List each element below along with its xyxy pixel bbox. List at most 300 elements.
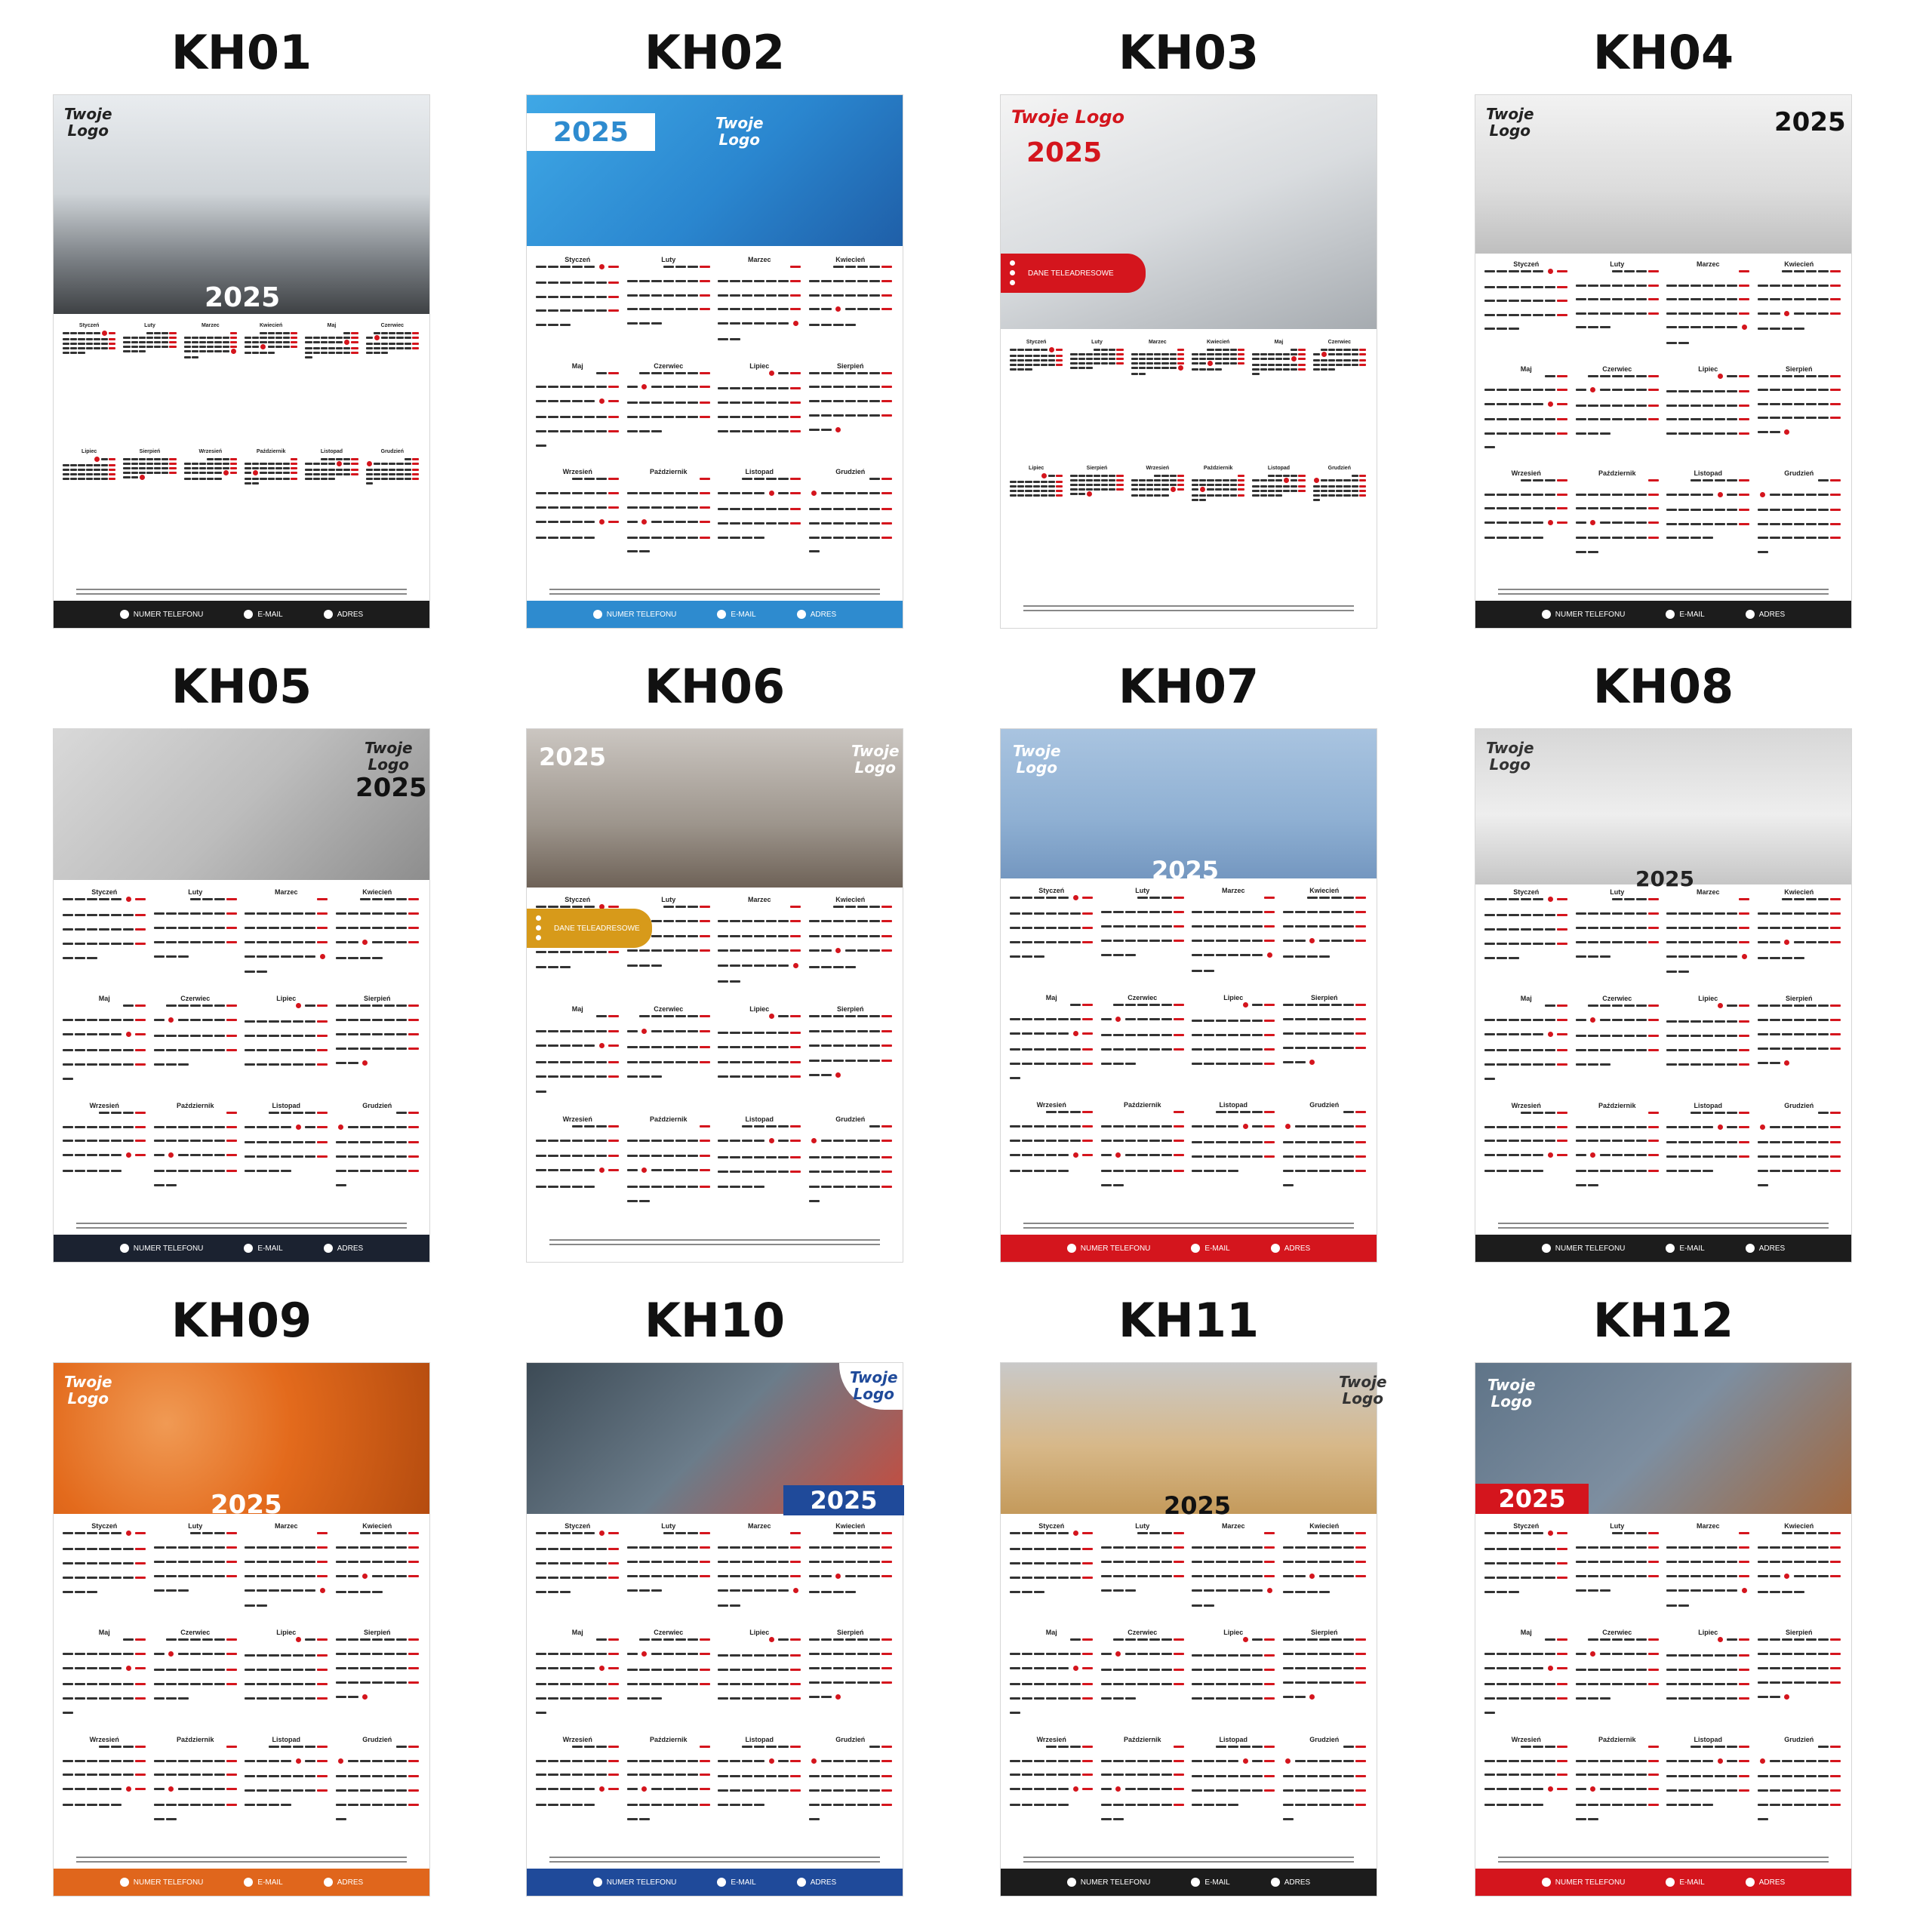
calendar-month: [305, 448, 358, 480]
calendar-month: [63, 888, 146, 959]
month-name: Luty: [1610, 1522, 1625, 1530]
month-name: Sierpień: [1310, 1629, 1338, 1637]
calendar-month: [245, 1735, 328, 1807]
calendar-month: [809, 1628, 893, 1700]
calendar-month: [1192, 1100, 1275, 1172]
calendar-month: [1313, 464, 1366, 501]
footer-email-label: E-MAIL: [731, 1878, 756, 1887]
footer-email: [1666, 610, 1704, 619]
calendar-product-kh01[interactable]: [53, 19, 430, 630]
calendar-product-kh05[interactable]: [53, 653, 430, 1264]
month-name: Grudzień: [1327, 466, 1351, 471]
month-name: Wrzesień: [1036, 1735, 1066, 1743]
month-name: Styczeń: [1513, 1522, 1540, 1530]
calendar-product-kh11[interactable]: [1000, 1287, 1387, 1898]
calendar-month: [63, 321, 115, 354]
logo-line-2: Logo: [67, 122, 109, 140]
calendar-month: [627, 1115, 711, 1202]
month-name: Październik: [1598, 469, 1636, 478]
calendar-month: [1070, 338, 1123, 369]
footer-phone-label: NUMER TELEFONU: [1555, 1878, 1626, 1887]
calendar-year: 2025: [527, 113, 655, 151]
month-name: Październik: [1598, 1101, 1636, 1109]
month-name: Wrzesień: [1036, 1101, 1066, 1109]
calendar-product-kh06[interactable]: [526, 653, 903, 1264]
product-code: KH10: [644, 1293, 786, 1348]
month-name: Lipiec: [276, 995, 297, 1003]
calendar-product-kh04[interactable]: [1475, 19, 1852, 630]
month-name: Luty: [661, 1522, 676, 1530]
month-name: Maj: [1274, 340, 1284, 345]
calendar-poster[interactable]: [1000, 94, 1377, 629]
calendar-product-kh10[interactable]: [526, 1287, 903, 1898]
footer-email-label: E-MAIL: [1204, 1878, 1230, 1887]
calendar-poster[interactable]: [1000, 728, 1377, 1263]
logo-line-2: Logo: [1489, 122, 1531, 140]
footer-email: [244, 1244, 282, 1253]
footer-email-label: E-MAIL: [257, 1878, 283, 1887]
footer-phone: [1067, 1878, 1151, 1887]
calendar-year: 2025: [211, 1490, 282, 1520]
contact-footer: [527, 601, 903, 628]
month-name: Styczeń: [1038, 1522, 1065, 1530]
logo-line-2: Logo: [1491, 1392, 1533, 1411]
calendar-month: [809, 255, 893, 326]
month-name: Lipiec: [749, 361, 770, 370]
month-name: Październik: [649, 1735, 688, 1743]
calendar-month: [1576, 888, 1660, 958]
month-name: Grudzień: [1309, 1735, 1340, 1743]
month-name: Czerwiec: [654, 361, 684, 370]
calendar-poster[interactable]: [1475, 94, 1852, 629]
calendar-grid: [533, 255, 897, 574]
month-name: Maj: [1045, 1629, 1057, 1637]
email-icon: [717, 1878, 726, 1887]
calendar-month: [627, 255, 711, 325]
calendar-month: [1484, 1101, 1568, 1173]
calendar-month: [809, 1735, 893, 1820]
calendar-month: [627, 467, 711, 552]
month-name: Listopad: [272, 1735, 300, 1743]
calendar-month: [536, 1628, 620, 1713]
calendar-month: [627, 1628, 711, 1700]
calendar-month: [1101, 1735, 1185, 1820]
calendar-month: [718, 1735, 801, 1807]
contact-footer: [54, 1869, 429, 1896]
holiday-notes: [1498, 589, 1829, 596]
calendar-month: [1283, 993, 1367, 1065]
calendar-grid: [60, 1521, 423, 1841]
calendar-month: [336, 994, 420, 1066]
calendar-month: [1070, 464, 1123, 497]
calendar-month: [1283, 1628, 1367, 1700]
calendar-poster[interactable]: [53, 728, 430, 1263]
calendar-month: [245, 888, 328, 973]
footer-email: [717, 610, 755, 619]
calendar-month: [336, 1735, 420, 1820]
footer-email-label: E-MAIL: [257, 1244, 283, 1253]
calendar-year: 2025: [1635, 866, 1694, 891]
month-name: Grudzień: [835, 1735, 866, 1743]
calendar-month: [1192, 464, 1244, 501]
location-icon: [1746, 1244, 1755, 1253]
calendar-month: [809, 1115, 893, 1202]
month-name: Luty: [1135, 1522, 1150, 1530]
month-name: Lipiec: [1029, 466, 1044, 471]
footer-phone: [1542, 1244, 1626, 1253]
month-name: Luty: [1135, 887, 1150, 894]
month-name: Marzec: [747, 896, 771, 903]
calendar-grid: [60, 321, 423, 574]
calendar-month: [1758, 994, 1841, 1066]
product-code: KH05: [171, 659, 312, 714]
month-name: Maj: [1520, 1629, 1532, 1637]
calendar-month: [1666, 1735, 1750, 1807]
month-name: Lipiec: [1223, 994, 1244, 1001]
location-icon: [797, 610, 806, 619]
calendar-product-kh12[interactable]: [1475, 1287, 1852, 1898]
calendar-product-kh03[interactable]: [1000, 19, 1377, 630]
email-icon: [1666, 610, 1675, 619]
footer-address-label: ADRES: [810, 1878, 837, 1887]
calendar-month: [1192, 1628, 1275, 1700]
calendar-poster[interactable]: [53, 1362, 430, 1897]
month-name: Luty: [1610, 260, 1625, 268]
month-name: Kwiecień: [362, 1522, 392, 1530]
calendar-month: [336, 888, 420, 959]
calendar-year: 2025: [783, 1485, 904, 1515]
footer-phone-label: NUMER TELEFONU: [133, 1878, 204, 1887]
calendar-poster[interactable]: [526, 1362, 903, 1897]
footer-email-label: E-MAIL: [1679, 1878, 1705, 1887]
month-name: Grudzień: [362, 1735, 392, 1743]
product-code: KH01: [171, 25, 312, 80]
footer-email-label: E-MAIL: [1204, 1244, 1230, 1253]
holiday-notes: [1498, 1223, 1829, 1230]
calendar-month: [1576, 1628, 1660, 1700]
holiday-notes: [549, 589, 880, 596]
calendar-month: [1131, 338, 1184, 375]
location-icon: [324, 610, 333, 619]
logo-line-2: Logo: [1489, 755, 1531, 774]
calendar-month: [1758, 469, 1841, 553]
logo-line-1: Twoje: [1339, 1373, 1387, 1391]
footer-email-label: E-MAIL: [1679, 610, 1705, 619]
logo-line-2: Logo: [368, 755, 410, 774]
footer-address-label: ADRES: [337, 1244, 364, 1253]
footer-phone: [120, 610, 204, 619]
calendar-poster[interactable]: [53, 94, 430, 629]
calendar-year: 2025: [1475, 1484, 1589, 1514]
calendar-product-kh08[interactable]: [1475, 653, 1852, 1264]
month-name: Luty: [661, 896, 676, 903]
calendar-month: [1313, 338, 1366, 371]
calendar-month: [1484, 888, 1568, 959]
calendar-month: [1666, 1521, 1750, 1607]
calendar-month: [336, 1101, 420, 1186]
logo-line-2: Logo: [1342, 1389, 1384, 1407]
calendar-month: [1666, 1628, 1750, 1700]
month-name: Marzec: [1221, 1522, 1245, 1530]
contact-footer: [527, 1869, 903, 1896]
calendar-month: [154, 888, 238, 958]
contact-footer: [1475, 1235, 1851, 1262]
product-code: KH12: [1592, 1293, 1734, 1348]
calendar-poster[interactable]: [526, 728, 903, 1263]
month-name: Październik: [256, 449, 286, 454]
month-name: Sierpień: [1086, 466, 1108, 471]
phone-icon: [1542, 1878, 1551, 1887]
calendar-product-kh09[interactable]: [53, 1287, 430, 1898]
contact-details-tag: [1001, 254, 1146, 293]
footer-phone: [1067, 1244, 1151, 1253]
email-icon: [1666, 1244, 1675, 1253]
calendar-month: [1484, 1735, 1568, 1807]
footer-email: [244, 610, 282, 619]
contact-tag-label: DANE TELEADRESOWE: [1028, 269, 1114, 278]
calendar-month: [245, 1521, 328, 1607]
calendar-month: [1192, 1521, 1275, 1607]
calendar-poster[interactable]: [1475, 1362, 1852, 1897]
month-name: Marzec: [747, 1522, 771, 1530]
calendar-grid: [1481, 260, 1845, 574]
logo-placeholder: [851, 743, 900, 776]
month-name: Styczeń: [91, 888, 118, 896]
calendar-month: [245, 321, 297, 354]
month-name: Październik: [1123, 1101, 1161, 1109]
month-name: Wrzesień: [1146, 466, 1170, 471]
calendar-month: [1576, 994, 1660, 1066]
month-name: Listopad: [1219, 1101, 1247, 1109]
month-name: Grudzień: [835, 468, 866, 476]
phone-icon: [1542, 1244, 1551, 1253]
calendar-month: [366, 321, 419, 354]
month-name: Czerwiec: [1602, 1629, 1632, 1637]
calendar-month: [305, 321, 358, 358]
calendar-product-kh07[interactable]: [1000, 653, 1377, 1264]
month-name: Listopad: [745, 468, 774, 476]
month-name: Sierpień: [836, 1005, 864, 1014]
footer-address-label: ADRES: [1758, 1878, 1786, 1887]
calendar-month: [1666, 260, 1750, 344]
month-name: Marzec: [1696, 260, 1720, 268]
contact-footer: [54, 601, 429, 628]
location-icon: [1271, 1878, 1280, 1887]
holiday-notes: [1498, 1857, 1829, 1864]
calendar-month: [1758, 365, 1841, 435]
product-code: KH07: [1118, 659, 1260, 714]
month-name: Czerwiec: [180, 1629, 211, 1637]
logo-placeholder: [365, 740, 413, 773]
month-name: Maj: [1045, 994, 1057, 1001]
contact-dots-icon: [536, 913, 542, 945]
logo-line-1: Twoje: [850, 1368, 898, 1386]
logo-line-1: Twoje: [64, 105, 112, 123]
calendar-month: [1758, 1101, 1841, 1186]
month-name: Kwiecień: [259, 323, 283, 328]
product-code: KH08: [1592, 659, 1734, 714]
calendar-year: 2025: [1164, 1491, 1232, 1520]
footer-address: [1746, 610, 1785, 619]
calendar-month: [1666, 994, 1750, 1066]
month-name: Styczeń: [565, 256, 591, 263]
phone-icon: [120, 610, 129, 619]
footer-address-label: ADRES: [1758, 610, 1786, 619]
holiday-notes: [76, 1857, 407, 1864]
logo-line-1: Twoje: [365, 739, 413, 757]
month-name: Wrzesień: [562, 1115, 592, 1123]
month-name: Marzec: [1696, 1522, 1720, 1530]
footer-phone-label: NUMER TELEFONU: [133, 610, 204, 619]
footer-phone: [1542, 1878, 1626, 1887]
month-name: Sierpień: [836, 1629, 864, 1637]
month-name: Wrzesień: [1511, 1101, 1541, 1109]
calendar-month: [336, 1628, 420, 1700]
calendar-month: [1576, 365, 1660, 435]
calendar-month: [809, 361, 893, 432]
calendar-month: [1484, 1521, 1568, 1593]
month-name: Lipiec: [82, 449, 97, 454]
footer-phone-label: NUMER TELEFONU: [1080, 1878, 1151, 1887]
holiday-notes: [1023, 605, 1354, 613]
month-name: Wrzesień: [562, 1735, 592, 1743]
footer-phone-label: NUMER TELEFONU: [1080, 1244, 1151, 1253]
holiday-notes: [1023, 1223, 1354, 1230]
month-name: Grudzień: [362, 1101, 392, 1109]
calendar-poster[interactable]: [1000, 1362, 1387, 1897]
pipes-wrench-photo: [1001, 95, 1377, 329]
footer-email-label: E-MAIL: [731, 610, 756, 619]
logo-line-2: Logo: [1016, 758, 1058, 777]
footer-address: [1271, 1244, 1310, 1253]
calendar-poster[interactable]: [1475, 728, 1852, 1263]
month-name: Luty: [661, 256, 676, 263]
month-name: Czerwiec: [1128, 1629, 1158, 1637]
month-name: Lipiec: [749, 1629, 770, 1637]
calendar-month: [1010, 1100, 1094, 1172]
calendar-month: [809, 467, 893, 552]
month-name: Październik: [1123, 1735, 1161, 1743]
calendar-month: [63, 1521, 146, 1593]
logo-line-1: Twoje: [64, 1373, 112, 1391]
footer-address-label: ADRES: [810, 610, 837, 619]
month-name: Styczeń: [565, 896, 591, 903]
month-name: Listopad: [1694, 469, 1722, 478]
month-name: Kwiecień: [1309, 1522, 1340, 1530]
footer-address-label: ADRES: [1284, 1878, 1311, 1887]
email-icon: [244, 1878, 253, 1887]
calendar-month: [1576, 1735, 1660, 1820]
logo-placeholder: [1486, 106, 1534, 139]
calendar-year: 2025: [1774, 107, 1846, 137]
calendar-year: 2025: [1026, 137, 1103, 168]
month-name: Czerwiec: [180, 995, 211, 1003]
month-name: Marzec: [1148, 340, 1167, 345]
calendar-month: [536, 1735, 620, 1807]
calendar-grid: [1481, 888, 1845, 1208]
calendar-month: [718, 1004, 801, 1078]
calendar-year: 2025: [205, 282, 281, 313]
month-name: Maj: [571, 1005, 583, 1014]
calendar-month: [336, 1521, 420, 1593]
month-name: Czerwiec: [380, 323, 404, 328]
calendar-month: [366, 448, 419, 485]
month-name: Grudzień: [1784, 1735, 1814, 1743]
calendar-month: [536, 1115, 620, 1188]
calendar-poster[interactable]: [526, 94, 903, 629]
footer-email-label: E-MAIL: [1679, 1244, 1705, 1253]
logo-placeholder: [64, 106, 112, 139]
phone-icon: [593, 1878, 602, 1887]
month-name: Styczeń: [78, 323, 100, 328]
month-name: Listopad: [745, 1735, 774, 1743]
footer-address: [1271, 1878, 1310, 1887]
calendar-month: [1666, 888, 1750, 973]
logo-line-1: Twoje: [715, 114, 764, 132]
calendar-month: [627, 1004, 711, 1078]
footer-email: [1191, 1878, 1229, 1887]
calendar-month: [245, 1101, 328, 1173]
calendar-month: [1576, 260, 1660, 328]
footer-email-label: E-MAIL: [257, 610, 283, 619]
footer-phone-label: NUMER TELEFONU: [606, 610, 677, 619]
footer-address: [324, 610, 363, 619]
month-name: Lipiec: [276, 1629, 297, 1637]
calendar-month: [184, 448, 237, 480]
calendar-month: [245, 448, 297, 485]
month-name: Marzec: [274, 888, 298, 896]
month-name: Listopad: [1267, 466, 1291, 471]
month-name: Marzec: [274, 1522, 298, 1530]
calendar-month: [809, 895, 893, 968]
calendar-month: [1283, 886, 1367, 958]
location-icon: [1746, 610, 1755, 619]
month-name: Kwiecień: [835, 256, 866, 263]
product-code: KH09: [171, 1293, 312, 1348]
month-name: Sierpień: [1785, 1629, 1813, 1637]
month-name: Kwiecień: [1784, 888, 1814, 896]
footer-address-label: ADRES: [1284, 1244, 1311, 1253]
holiday-notes: [549, 1857, 880, 1864]
calendar-month: [1131, 464, 1184, 497]
month-name: Kwiecień: [835, 1522, 866, 1530]
month-name: Kwiecień: [1309, 887, 1340, 894]
month-name: Lipiec: [1698, 995, 1718, 1003]
month-name: Wrzesień: [89, 1735, 119, 1743]
calendar-month: [63, 448, 115, 480]
calendar-month: [1101, 1100, 1185, 1186]
footer-phone: [120, 1878, 204, 1887]
calendar-month: [154, 1628, 238, 1700]
calendar-month: [1758, 1735, 1841, 1820]
calendar-grid: [1007, 1521, 1371, 1841]
logo-placeholder: [1339, 1374, 1387, 1407]
month-name: Sierpień: [1785, 365, 1813, 373]
footer-email: [1666, 1244, 1704, 1253]
logo-placeholder: [64, 1374, 112, 1407]
calendar-month: [1758, 888, 1841, 959]
footer-address-label: ADRES: [1758, 1244, 1786, 1253]
calendar-month: [1666, 1101, 1750, 1173]
calendar-product-kh02[interactable]: [526, 19, 903, 630]
logo-line-2: Logo: [854, 758, 897, 777]
footer-phone: [1542, 610, 1626, 619]
calendar-month: [1484, 260, 1568, 330]
email-icon: [717, 610, 726, 619]
calendar-month: [1576, 469, 1660, 553]
month-name: Grudzień: [380, 449, 404, 454]
email-icon: [1191, 1878, 1200, 1887]
